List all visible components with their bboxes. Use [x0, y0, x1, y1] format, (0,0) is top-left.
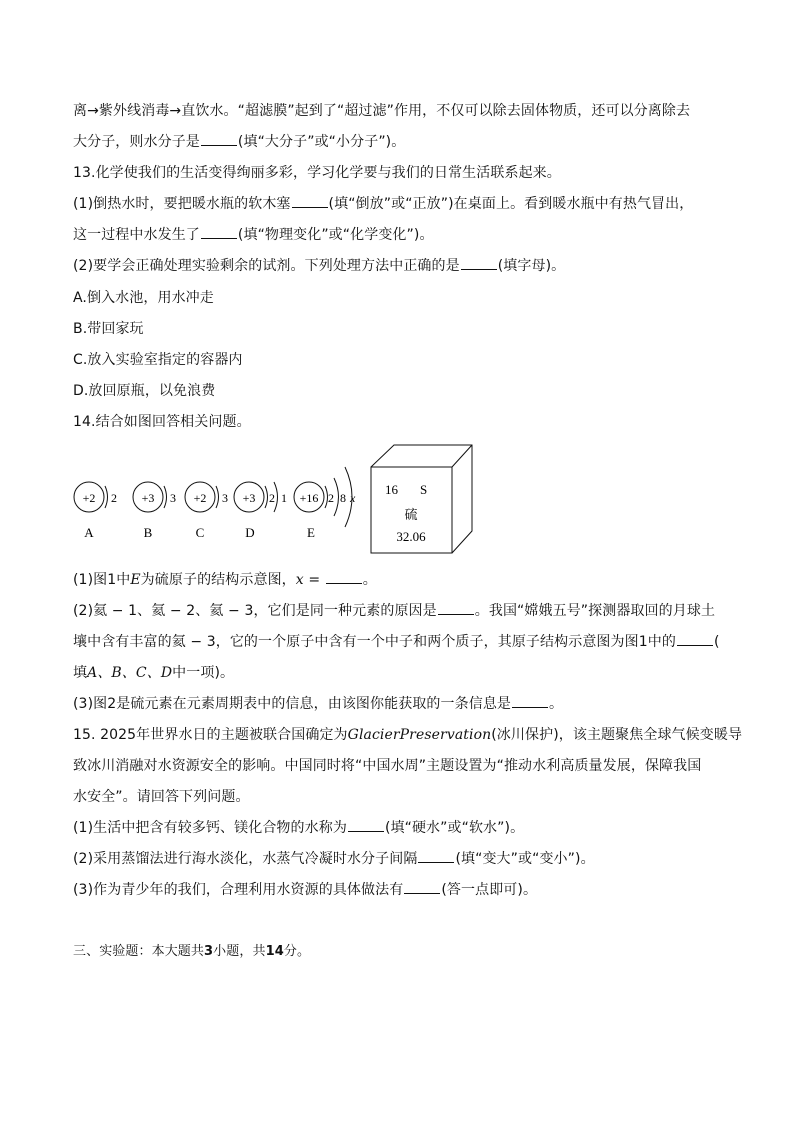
text: (填字母)。 [497, 258, 566, 274]
answer-blank[interactable] [348, 819, 384, 832]
atom-label: A [84, 525, 94, 540]
text: 大分子，则水分子是 [73, 134, 200, 150]
answer-blank[interactable] [292, 195, 328, 208]
answer-blank[interactable] [201, 226, 237, 239]
text-line [73, 788, 733, 806]
text: B.带回家玩 [73, 321, 144, 337]
electron-shell [164, 486, 167, 508]
text: (答一点即可)。 [441, 882, 538, 898]
text: (2)要学会正确处理实验剩余的试剂。下列处理方法中正确的是 [73, 258, 460, 274]
electron-count: 3 [170, 491, 176, 505]
text-line [73, 664, 733, 682]
text: (3)图2是硫元素在元素周期表中的信息，由该图你能获取的一条信息是 [73, 696, 512, 712]
text: = [303, 572, 325, 588]
question-15 [73, 726, 743, 744]
text: 14.结合如图回答相关问题。 [73, 414, 251, 430]
text: 3 [204, 944, 214, 959]
text: C.放入实验室指定的容器内 [73, 352, 243, 368]
atom-diagram-d [234, 482, 287, 540]
math-symbol: A、B、C、D [87, 665, 173, 681]
text: 为硫原子的结构示意图， [140, 572, 296, 588]
answer-blank[interactable] [677, 633, 713, 646]
element-symbol: S [420, 482, 428, 497]
text-line [73, 226, 733, 244]
option-c [73, 351, 733, 369]
text: 。 [362, 572, 377, 588]
text-line [73, 819, 733, 837]
atom-diagram-e [294, 467, 356, 540]
text-line [73, 133, 733, 151]
text: 致冰川消融对水资源安全的影响。中国同时将“中国水周”主题设置为“推动水利高质量发展，保障我国 [73, 758, 702, 774]
nucleus-charge: +16 [299, 491, 319, 505]
text-line [73, 195, 733, 213]
text: (填“大分子”或“小分子”)。 [237, 134, 406, 150]
math-symbol: E [130, 572, 141, 588]
answer-blank[interactable] [326, 571, 362, 584]
nucleus-charge: +3 [242, 491, 256, 505]
atomic-mass: 32.06 [396, 529, 426, 544]
atom-diagram-b [133, 482, 176, 540]
electron-count: 2 [111, 491, 117, 505]
electron-shell [265, 486, 268, 508]
math-symbol: x [295, 572, 304, 588]
atom-label: B [143, 525, 153, 540]
text-line [73, 850, 733, 868]
text: 壤中含有丰富的氦 − 3，它的一个原子中含有一个中子和两个质子，其原子结构示意图为图1中的 [73, 634, 676, 650]
atomic-number: 16 [385, 482, 398, 497]
nucleus-charge: +2 [193, 491, 207, 505]
text: (2)采用蒸馏法进行海水淡化，水蒸气冷凝时水分子间隔 [73, 851, 418, 867]
text: (1)倒热水时，要把暖水瓶的软木塞 [73, 196, 291, 212]
text: (1)生活中把含有较多钙、镁化合物的水称为 [73, 820, 347, 836]
periodic-table-cell [371, 445, 472, 553]
option-b [73, 320, 733, 338]
text: 水安全”。请回答下列问题。 [73, 789, 250, 805]
text: 13.化学使我们的生活变得绚丽多彩，学习化学要与我们的日常生活联系起来。 [73, 165, 561, 181]
atom-label: E [307, 525, 315, 540]
answer-blank[interactable] [404, 881, 440, 894]
text: 填 [73, 665, 88, 681]
nucleus-charge: +3 [141, 491, 155, 505]
atom-label: D [245, 525, 255, 540]
atom-label: C [195, 525, 205, 540]
text-line [73, 881, 733, 899]
question-13 [73, 164, 733, 182]
text: (填“硬水”或“软水”)。 [384, 820, 525, 836]
electron-shell [334, 478, 339, 516]
text: (填“倒放”或“正放”)在桌面上。看到暖水瓶中有热气冒出， [328, 196, 694, 212]
text: A.倒入水池，用水冲走 [73, 290, 214, 306]
text: 分。 [283, 944, 311, 959]
text: 三、实验题：本大题共 [73, 944, 205, 959]
option-d [73, 382, 733, 400]
text-line [73, 102, 733, 120]
atom-diagram-c [185, 482, 228, 540]
electron-shell [216, 486, 219, 508]
text: 14 [265, 944, 284, 959]
text-line [73, 695, 733, 713]
text: (1)图1中 [73, 572, 131, 588]
text-line [73, 757, 733, 775]
atom-structure-figure [60, 442, 480, 560]
text: (冰川保护)，该主题聚焦全球气候变暖导 [491, 727, 743, 743]
answer-blank[interactable] [201, 133, 237, 146]
text: ( [713, 634, 720, 650]
atom-diagram-a [74, 482, 117, 540]
electron-count: 3 [222, 491, 228, 505]
text-line [73, 257, 733, 275]
text: (3)作为青少年的我们，合理利用水资源的具体做法有 [73, 882, 404, 898]
answer-blank[interactable] [512, 695, 548, 708]
text: 这一过程中水发生了 [73, 227, 200, 243]
answer-blank[interactable] [438, 602, 474, 615]
text: 15. 2025年世界水日的主题被联合国确定为 [73, 727, 348, 743]
electron-count: 8 [340, 491, 346, 505]
answer-blank[interactable] [418, 850, 454, 863]
text: 。 [549, 696, 564, 712]
answer-blank[interactable] [461, 257, 497, 270]
math-text: GlacierPreservation [347, 727, 492, 743]
text: (填“物理变化”或“化学变化”)。 [237, 227, 434, 243]
text: 小题，共 [213, 944, 266, 959]
text: (2)氦 − 1、氦 − 2、氦 − 3，它们是同一种元素的原因是 [73, 603, 437, 619]
text: 离→紫外线消毒→直饮水。“超滤膜”起到了“超过滤”作用，不仅可以除去固体物质，还可以分离除去 [73, 103, 691, 119]
text-line [73, 571, 733, 589]
text: 中一项)。 [172, 665, 235, 681]
element-name: 硫 [404, 508, 418, 523]
electron-count: 2 [328, 491, 334, 505]
option-a [73, 289, 733, 307]
text: (填“变大”或“变小”)。 [455, 851, 595, 867]
text-line [73, 633, 733, 651]
electron-shell [105, 486, 108, 508]
electron-count: 1 [281, 491, 287, 505]
text: 。我国“嫦娥五号”探测器取回的月球土 [474, 603, 716, 619]
text-line [73, 602, 733, 620]
question-14 [73, 413, 733, 431]
section-heading [73, 943, 733, 961]
electron-count: x [350, 491, 356, 505]
electron-count: 2 [269, 491, 275, 505]
nucleus-charge: +2 [82, 491, 96, 505]
text: D.放回原瓶，以免浪费 [73, 383, 216, 399]
